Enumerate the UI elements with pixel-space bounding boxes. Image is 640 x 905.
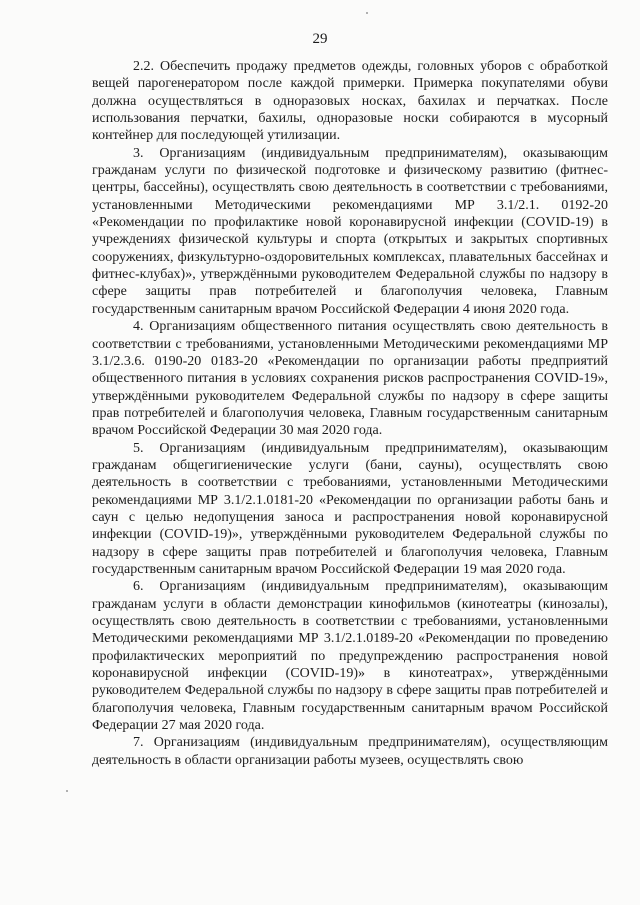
paragraph-7: 7. Организациям (индивидуальным предпринимателям), осуществляющим деятельность в области организации работы музеев, осуществлять свою <box>92 735 608 768</box>
paragraph-3: 3. Организациям (индивидуальным предпринимателям), оказывающим гражданам услуги по физической подготовке и физическому развитию (фитнес-центры, бассейны), осуществлять свою деятельность в соответствии с требованиями, установленными Методическими рекомендациями МР 3.1/2.1. 0192-20 «Рекомендации по профилактике новой коронавирусной инфекции (COVID-19) в учреждениях физической культуры и спорта (открытых и закрытых спортивных сооружениях, физкультурно-оздоровительных комплексах, плавательных бассейнах и фитнес-клубах)», утверждёнными руководителем Федеральной службы по надзору в сфере защиты прав потребителей и благополучия человека, Главным государственным санитарным врачом Российской Федерации 4 июня 2020 года. <box>92 145 608 317</box>
paragraph-4: 4. Организациям общественного питания осуществлять свою деятельность в соответствии с требованиями, установленными Методическими рекомендациями МР 3.1/2.3.6. 0190-20 0183-20 «Рекомендации по организации работы предприятий общественного питания в условиях сохранения рисков распространения COVID-19», утверждёнными руководителем Федеральной службы по надзору в сфере защиты прав потребителей и благополучия человека, Главным государственным санитарным врачом Российской Федерации 30 мая 2020 года. <box>92 319 608 439</box>
paragraph-6: 6. Организациям (индивидуальным предпринимателям), оказывающим гражданам услуги в области демонстрации кинофильмов (кинотеатры (кинозалы), осуществлять свою деятельность в соответствии с требованиями, установленными Методическими рекомендациями МР 3.1/2.1.0189-20 «Рекомендации по проведению профилактических мероприятий по предупреждению распространения новой коронавирусной инфекции (COVID-19)» в кинотеатрах», утверждёнными руководителем Федеральной службы по надзору в сфере защиты прав потребителей и благополучия человека, Главным государственным санитарным врачом Российской Федерации 27 мая 2020 года. <box>92 579 608 734</box>
paragraph-5: 5. Организациям (индивидуальным предпринимателям), оказывающим гражданам общегигиенические услуги (бани, сауны), осуществлять свою деятельность в соответствии с требованиями, установленными Методическими рекомендациями МР 3.1/2.1.0181-20 «Рекомендации по организации работы бань и саун с целью недопущения заноса и распространения новой коронавирусной инфекции (COVID-19)», утверждёнными руководителем Федеральной службы по надзору в сфере защиты прав потребителей и благополучия человека, Главным государственным санитарным врачом Российской Федерации 19 мая 2020 года. <box>92 440 608 577</box>
document-body <box>92 58 608 769</box>
page-number: 29 <box>312 31 328 47</box>
scan-speck <box>66 790 68 792</box>
paragraph-2-2: 2.2. Обеспечить продажу предметов одежды, головных уборов с обработкой вещей парогенератором после каждой примерки. Примерка покупателями обуви должна осуществляться в одноразовых носках, бахилах и перчатках. После использования перчатки, бахилы, одноразовые носки собираются в мусорный контейнер для последующей утилизации. <box>92 59 608 144</box>
scan-speck <box>366 12 368 14</box>
